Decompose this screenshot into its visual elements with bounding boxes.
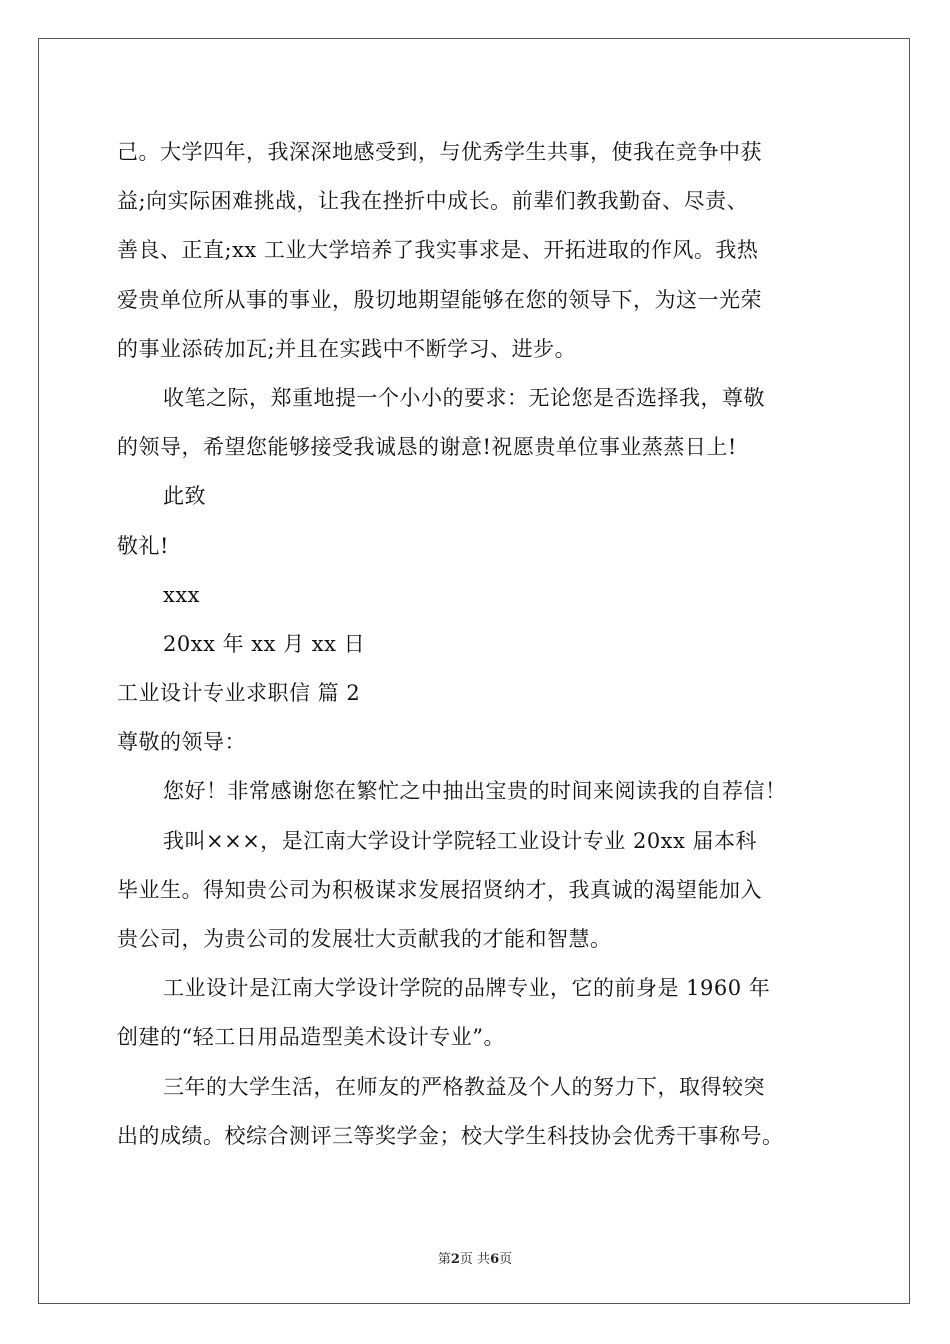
text-line: 毕业生。得知贵公司为积极谋求发展招贤纳才，我真诚的渴望能加入 <box>117 877 762 902</box>
paragraph-start: 三年的大学生活，在师友的严格教益及个人的努力下，取得较突 <box>163 1074 765 1099</box>
text-line: 善良、正直;xx 工业大学培养了我实事求是、开拓进取的作风。我热 <box>117 238 759 263</box>
text-line: 己。大学四年，我深深地感受到，与优秀学生共事，使我在竞争中获 <box>117 140 762 164</box>
section-title: 工业设计专业求职信 篇 2 <box>117 681 361 706</box>
greeting: 尊敬的领导： <box>117 730 246 755</box>
document-body <box>117 128 837 1161</box>
text-line: 的领导，希望您能够接受我诚恳的谢意!祝愿贵单位事业蒸蒸日上! <box>117 435 737 460</box>
paragraph-start: 工业设计是江南大学设计学院的品牌专业，它的前身是 1960 年 <box>163 976 771 1001</box>
text-line: 益;向实际困难挑战，让我在挫折中成长。前辈们教我勤奋、尽责、 <box>117 189 749 214</box>
signature-name: xxx <box>163 582 201 607</box>
text-line: 的事业添砖加瓦;并且在实践中不断学习、进步。 <box>117 336 577 361</box>
page-total: 6 <box>490 1252 500 1267</box>
page-suffix: 页 <box>499 1252 513 1267</box>
signature-date: 20xx 年 xx 月 xx 日 <box>163 631 366 656</box>
page-mid: 页 共 <box>459 1252 491 1267</box>
page-current: 2 <box>450 1252 460 1267</box>
text-line: 创建的“轻工日用品造型美术设计专业”。 <box>117 1025 505 1050</box>
page-number-footer <box>0 1248 950 1267</box>
paragraph-start: 收笔之际，郑重地提一个小小的要求：无论您是否选择我，尊敬 <box>163 385 765 410</box>
text-line: 爱贵单位所从事的事业，殷切地期望能够在您的领导下，为这一光荣 <box>117 287 762 312</box>
text-line: 贵公司，为贵公司的发展壮大贡献我的才能和智慧。 <box>117 927 612 951</box>
paragraph-start: 您好！非常感谢您在繁忙之中抽出宝贵的时间来阅读我的自荐信！ <box>163 779 787 804</box>
closing-salutation: 此致 <box>163 484 206 509</box>
paragraph-start: 我叫×××，是江南大学设计学院轻工业设计专业 20xx 届本科 <box>163 828 758 853</box>
page-prefix: 第 <box>437 1252 451 1267</box>
closing-regards: 敬礼! <box>117 533 169 558</box>
text-line: 出的成绩。校综合测评三等奖学金；校大学生科技协会优秀干事称号。 <box>117 1123 784 1148</box>
